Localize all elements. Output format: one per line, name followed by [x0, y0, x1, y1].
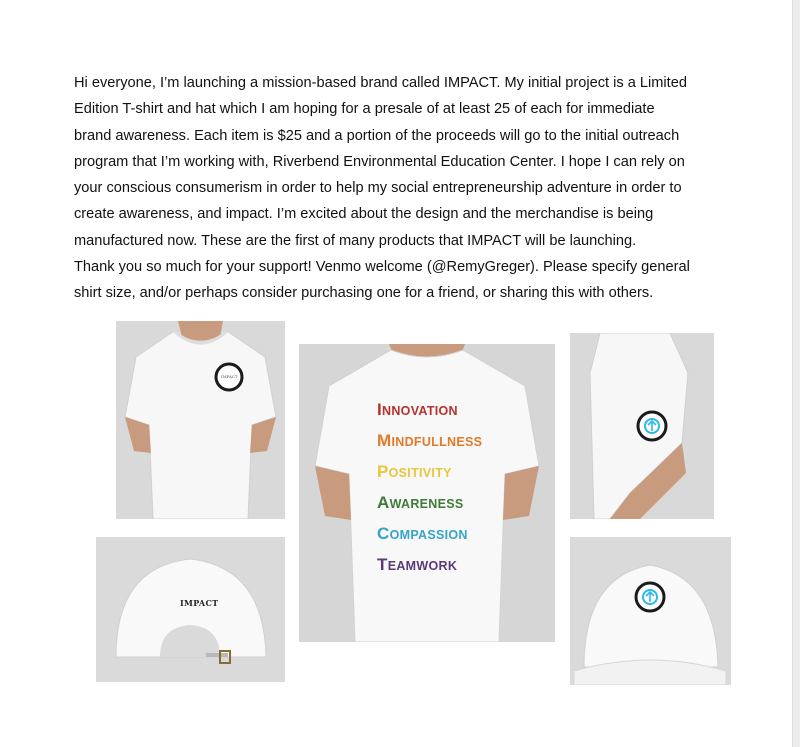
paragraph-line: your conscious consumerism in order to help my social entrepreneurship adventure in order to: [74, 180, 682, 197]
hat-back-brand-text: IMPACT: [180, 598, 219, 608]
hat-back-illustration: [96, 537, 285, 682]
acrostic-word-awareness: AWARENESS: [377, 493, 464, 512]
shirt-front-logo-text: IMPACT: [221, 374, 238, 379]
paragraph-line: create awareness, and impact. I’m excited about the design and the merchandise is being: [74, 206, 654, 223]
hat-back-photo: [96, 537, 285, 682]
tshirt-front-illustration: [116, 321, 285, 519]
acrostic-word-teamwork: TEAMWORK: [377, 555, 458, 574]
intro-paragraph: [74, 70, 734, 307]
paragraph-line: Thank you so much for your support! Venmo welcome (@RemyGreger). Please specify general: [74, 259, 690, 276]
acrostic-word-compassion: COMPASSION: [377, 524, 468, 543]
acrostic-word-positivity: POSITIVITY: [377, 462, 452, 481]
paragraph-line: program that I’m working with, Riverbend Environmental Education Center. I hope I can rely on: [74, 153, 685, 170]
hat-front-illustration: [570, 537, 731, 685]
acrostic-word-innovation: INNOVATION: [377, 400, 458, 419]
scrollbar-track[interactable]: [792, 0, 800, 747]
acrostic-word-mindfullness: MINDFULLNESS: [377, 431, 483, 450]
paragraph-line: brand awareness. Each item is $25 and a portion of the proceeds will go to the initial outreach: [74, 127, 680, 144]
hat-front-photo: [570, 537, 731, 685]
paragraph-line: shirt size, and/or perhaps consider purchasing one for a friend, or sharing this with others.: [74, 285, 654, 302]
paragraph-line: Hi everyone, I’m launching a mission-based brand called IMPACT. My initial project is a Limited: [74, 75, 687, 91]
impact-acrostic: [377, 395, 482, 581]
paragraph-line: manufactured now. These are the first of many products that IMPACT will be launching.: [74, 232, 637, 249]
paragraph-line: Edition T-shirt and hat which I am hoping for a presale of at least 25 of each for immediate: [74, 101, 655, 118]
tshirt-back-photo: [299, 344, 555, 642]
tshirt-sleeve-photo: [570, 333, 714, 519]
tshirt-front-photo: [116, 321, 285, 519]
tshirt-sleeve-illustration: [570, 333, 714, 519]
